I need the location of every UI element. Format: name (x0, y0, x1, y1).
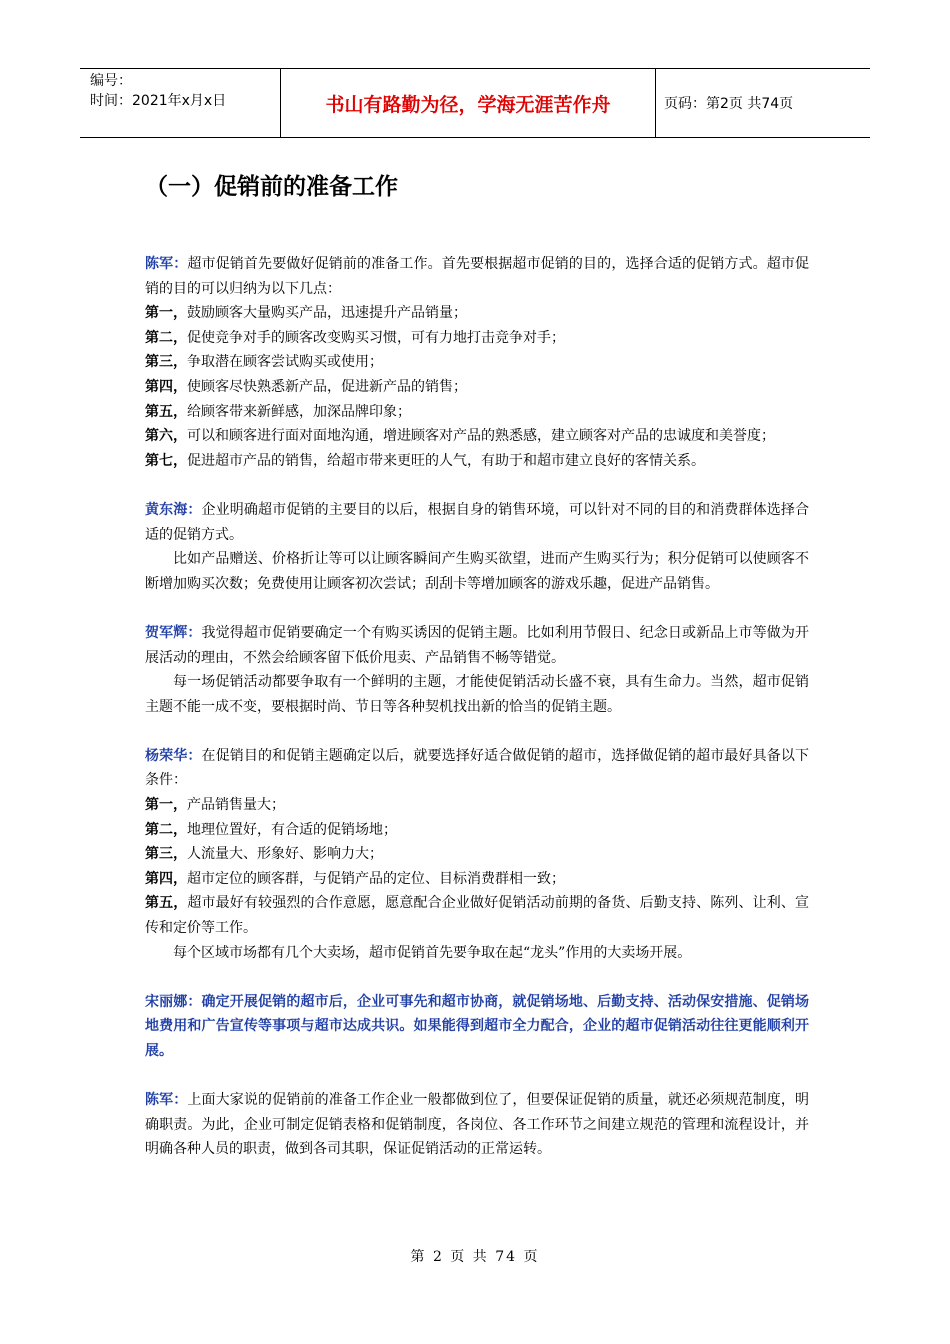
speaker-name: 陈军： (145, 256, 188, 272)
list-item (145, 350, 809, 375)
item-label: 第一， (145, 797, 187, 814)
paragraph-gap (145, 965, 809, 990)
speaker-name: 贺军辉： (145, 624, 202, 641)
paragraph: 比如产品赠送、价格折让等可以让顾客瞬间产生购买欲望，进而产生购买行为；积分促销可以使顾客不断增加购买次数；免费使用让顾客初次尝试；刮刮卡等增加顾客的游戏乐趣，促进产品销售。 (145, 551, 809, 592)
paragraph (145, 744, 809, 793)
speaker-name: 杨荣华： (145, 747, 202, 764)
item-text: 促使竞争对手的顾客改变购买习惯，可有力地打击竞争对手； (187, 329, 565, 346)
document-body (145, 252, 809, 1162)
speaker-name: 宋丽娜： (145, 993, 202, 1010)
header-meta (80, 69, 280, 137)
list-item (145, 449, 809, 474)
item-label: 第一， (145, 305, 187, 322)
speaker-name: 陈军： (145, 1092, 188, 1109)
item-text: 争取潜在顾客尝试购买或使用； (187, 354, 383, 371)
paragraph (145, 252, 809, 301)
item-label: 第三， (145, 354, 187, 371)
paragraph: 每个区域市场都有几个大卖场，超市促销首先要争取在起“龙头”作用的大卖场开展。 (173, 944, 692, 961)
item-text: 给顾客带来新鲜感，加深品牌印象； (187, 403, 411, 420)
paragraph-gap (145, 596, 809, 621)
list-item (145, 375, 809, 400)
item-label: 第二， (145, 329, 187, 346)
list-item (145, 818, 809, 843)
paragraph-text: 企业明确超市促销的主要目的以后，根据自身的销售环境，可以针对不同的目的和消费群体选择合适的促销方式。 (145, 501, 810, 543)
item-text: 使顾客尽快熟悉新产品，促进新产品的销售； (187, 378, 467, 395)
item-label: 第五， (145, 403, 187, 420)
paragraph-gap (145, 719, 809, 744)
paragraph (145, 1088, 809, 1162)
paragraph-text: 确定开展促销的超市后，企业可事先和超市协商，就促销场地、后勤支持、活动保安措施、促销场地费用和广告宣传等事项与超市达成共识。如果能得到超市全力配合，企业的超市促销活动往往更能顺利开展。 (145, 993, 810, 1059)
list-item (145, 400, 809, 425)
header-page-label: 页码：第2页 共74页 (664, 96, 794, 112)
page-title: （一）促销前的准备工作 (145, 174, 398, 200)
paragraph-gap (145, 473, 809, 498)
paragraph-text: 上面大家说的促销前的准备工作企业一般都做到位了，但要保证促销的质量，就还必须规范制度，明确职责。为此，企业可制定促销表格和促销制度，各岗位、各工作环节之间建立规范的管理和流程设计，并明确各种人员的职责，做到各司其职，保证促销活动的正常运转。 (145, 1092, 810, 1158)
paragraph-text: 在促销目的和促销主题确定以后，就要选择好适合做促销的超市，选择做促销的超市最好具备以下条件： (145, 747, 810, 789)
item-text: 人流量大、形象好、影响力大； (187, 846, 383, 863)
speaker-name: 黄东海： (145, 501, 202, 518)
page-header (80, 68, 870, 138)
list-item (145, 301, 809, 326)
item-label: 第五， (145, 895, 188, 912)
item-label: 第二， (145, 821, 187, 838)
header-motto: 书山有路勤为径，学海无涯苦作舟 (280, 69, 656, 137)
paragraph (145, 990, 809, 1064)
item-text: 超市最好有较强烈的合作意愿，愿意配合企业做好促销活动前期的备货、后勤支持、陈列、让利、宣传和定价等工作。 (145, 895, 810, 937)
paragraph (145, 621, 809, 670)
item-label: 第六， (145, 428, 187, 445)
paragraph-text: 超市促销首先要做好促销前的准备工作。首先要根据超市促销的目的，选择合适的促销方式。超市促销的目的可以归纳为以下几点： (145, 256, 810, 297)
item-label: 第三， (145, 846, 187, 863)
item-text: 产品销售量大； (187, 797, 285, 814)
page-footer: 第 2 页 共 74 页 (410, 1249, 540, 1265)
paragraph (145, 498, 809, 547)
item-text: 鼓励顾客大量购买产品，迅速提升产品销量； (187, 305, 467, 322)
list-item (145, 891, 809, 940)
item-label: 第四， (145, 870, 187, 887)
list-item (145, 842, 809, 867)
paragraph-text: 我觉得超市促销要确定一个有购买诱因的促销主题。比如利用节假日、纪念日或新品上市等做为开展活动的理由，不然会给顾客留下低价甩卖、产品销售不畅等错觉。 (145, 624, 810, 666)
item-text: 促进超市产品的销售，给超市带来更旺的人气，有助于和超市建立良好的客情关系。 (187, 452, 705, 469)
item-label: 第七， (145, 452, 187, 469)
item-label: 第四， (145, 378, 187, 395)
item-text: 地理位置好，有合适的促销场地； (187, 821, 397, 838)
paragraph: 每一场促销活动都要争取有一个鲜明的主题，才能使促销活动长盛不衰，具有生命力。当然，超市促销主题不能一成不变，要根据时尚、节日等各种契机找出新的恰当的促销主题。 (145, 674, 809, 715)
list-item (145, 867, 809, 892)
item-text: 可以和顾客进行面对面地沟通，增进顾客对产品的熟悉感，建立顾客对产品的忠诚度和美誉度； (187, 428, 775, 445)
list-item (145, 793, 809, 818)
paragraph-gap (145, 1064, 809, 1089)
list-item (145, 326, 809, 351)
item-text: 超市定位的顾客群，与促销产品的定位、目标消费群相一致； (187, 870, 565, 887)
number-label: 编号： (90, 73, 132, 89)
time-label: 时间：2021年x月x日 (90, 93, 227, 109)
list-item (145, 424, 809, 449)
